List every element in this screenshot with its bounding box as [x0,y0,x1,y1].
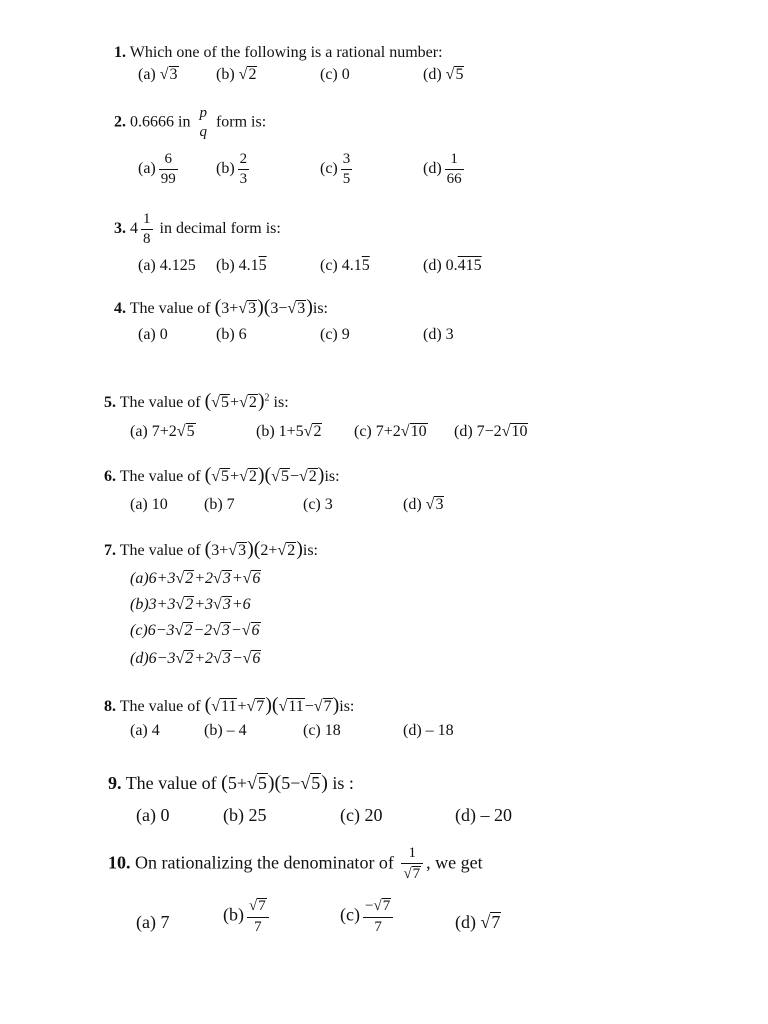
q10-option-c: (c) $\frac{-√7}{7}$ [340,898,396,935]
q1-option-d: (d) √5 [423,66,464,83]
question-6: 6. The value of (√5+√2)(√5−√2)is: [104,464,340,486]
q8-option-b: (b) – 4 [204,722,247,739]
q6-option-a: (a) 10 [130,496,168,513]
q3-option-a: (a) 4.125 [138,257,196,274]
question-8: 8. The value of (√11+√7)(√11−√7)is: [104,694,355,716]
q9-option-d: (d) – 20 [455,805,512,825]
q3-option-d: (d) 0.415 [423,257,482,274]
q8-option-d: (d) – 18 [403,722,454,739]
question-9: 9. The value of (5+√5)(5−√5) is : [108,772,354,794]
q4-option-d: (d) 3 [423,326,454,343]
q4-option-c: (c) 9 [320,326,350,343]
q2-option-b: (b) $\frac{2}{3}$ [216,151,248,187]
q5-option-d: (d) 7−2√10 [454,423,528,440]
q10-option-a: (a) 7 [136,912,170,932]
q9-option-c: (c) 20 [340,805,383,825]
question-3: 3. 4 $\frac{1}{8}$ in decimal form is: [114,211,281,247]
question-10: 10. On rationalizing the denominator of $\frac{1}{√7}$ , we get [108,845,483,882]
p-over-q-fraction: p q [199,105,207,140]
q7-option-c: (c)6−3√2−2√3−√6 [130,622,260,639]
q5-option-b: (b) 1+5√2 [256,423,322,440]
q3-option-c: (c) 4.15 [320,257,370,274]
q4-option-a: (a) 0 [138,326,168,343]
q8-option-c: (c) 18 [303,722,341,739]
q8-option-a: (a) 4 [130,722,160,739]
q7-option-b: (b)3+3√2+3√3+6 [130,596,251,613]
q5-option-c: (c) 7+2√10 [354,423,427,440]
q1-option-b: (b) √2 [216,66,257,83]
q1-option-a: (a) √3 [138,66,178,83]
q7-option-a: (a)6+3√2+2√3+√6 [130,570,261,587]
q1-option-c: (c) 0 [320,66,350,83]
question-5: 5. The value of $(√5+√2)^2$ is: [104,390,289,412]
q2-option-d: (d) $\frac{1}{66}$ [423,151,462,187]
question-7: 7. The value of (3+√3)(2+√2)is: [104,538,318,560]
q4-option-b: (b) 6 [216,326,247,343]
q2-option-a: (a) $\frac{6}{99}$ [138,151,176,187]
q5-option-a: (a) 7+2√5 [130,423,195,440]
q10-option-d: (d) √7 [455,912,501,932]
q9-option-b: (b) 25 [223,805,267,825]
question-1: 1. Which one of the following is a rational number: [114,44,443,61]
q7-option-d: (d)6−3√2+2√3−√6 [130,650,261,667]
q9-option-a: (a) 0 [136,805,170,825]
q6-option-d: (d) √3 [403,496,444,513]
question-4: 4. The value of (3+√3)(3−√3)is: [114,296,328,318]
q6-option-b: (b) 7 [204,496,235,513]
q3-option-b: (b) 4.15 [216,257,267,274]
q6-option-c: (c) 3 [303,496,333,513]
question-2: 2. 0.6666 in p q form is: [114,105,267,140]
q2-option-c: (c) $\frac{3}{5}$ [320,151,351,187]
q10-option-b: (b) $\frac{√7}{7}$ [223,898,272,935]
